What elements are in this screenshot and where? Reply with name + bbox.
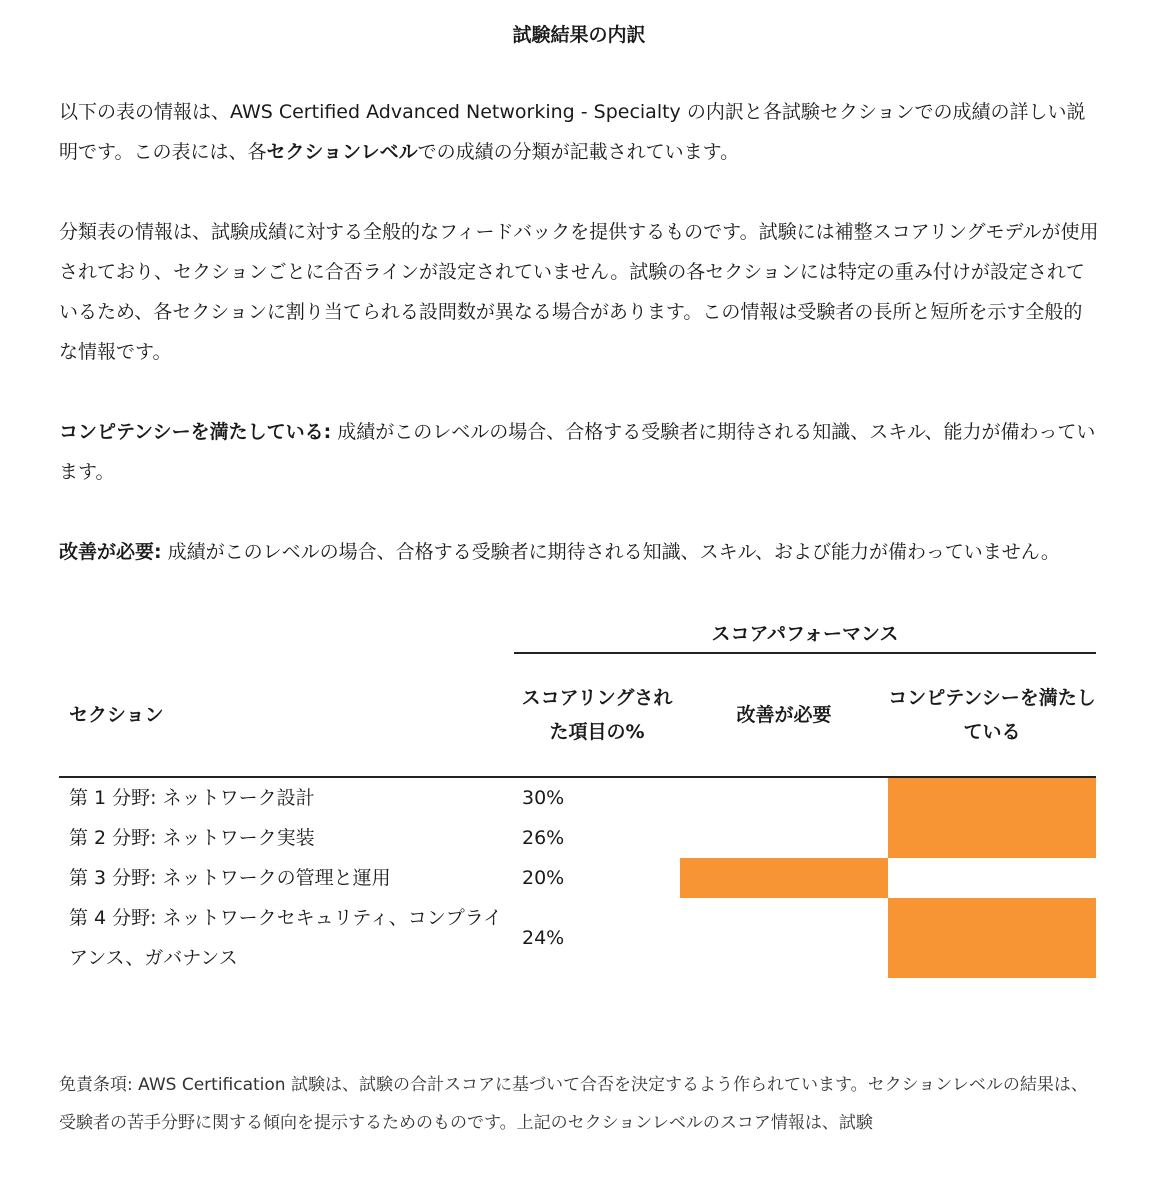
table-row: [59, 818, 1096, 858]
meets-competency-term: コンピテンシーを満たしている:: [59, 421, 332, 443]
intro-paragraph: [59, 92, 1099, 172]
section-name: 第 4 分野: ネットワークセキュリティ、コンプライアンス、ガバナンス: [69, 907, 503, 969]
section-name: 第 1 分野: ネットワーク設計: [69, 787, 315, 809]
meets-competency-definition: [59, 412, 1099, 492]
section-name: 第 3 分野: ネットワークの管理と運用: [69, 867, 391, 889]
score-performance-header: スコアパフォーマンス: [514, 612, 1096, 653]
table-row: [59, 898, 1096, 978]
section-percent: 20%: [522, 867, 565, 889]
meets-competency-column-header: コンピテンシーを満たしている: [888, 653, 1096, 777]
meets-competency-text: 成績がこのレベルの場合、合格する受験者に期待される知識、スキル、能力が備わっています。: [59, 421, 1096, 483]
needs-improvement-indicator: [680, 898, 888, 978]
meets-competency-indicator: [888, 818, 1096, 858]
needs-improvement-definition: [59, 532, 1099, 572]
table-row: [59, 858, 1096, 898]
score-breakdown-table: [59, 612, 1096, 978]
section-percent: 30%: [522, 787, 565, 809]
section-column-header: セクション: [59, 653, 514, 777]
intro-text-pre: 以下の表の情報は、AWS Certified Advanced Networking - Specialty の内訳と各試験セクションでの成績の詳しい説明です。この表には、各: [59, 101, 1086, 163]
disclaimer-text: 免責条項: AWS Certification 試験は、試験の合計スコアに基づいて合否を決定するよう作られています。セクションレベルの結果は、受験者の苦手分野に関する傾向を提示するためのものです。上記のセクションレベルのスコア情報は、試験: [59, 1075, 1088, 1133]
needs-improvement-text: 成績がこのレベルの場合、合格する受験者に期待される知識、スキル、および能力が備わっていません。: [161, 541, 1060, 563]
page-title: 試験結果の内訳: [512, 24, 646, 46]
section-name: 第 2 分野: ネットワーク実装: [69, 827, 315, 849]
table-header-spacer: [59, 612, 514, 653]
intro-text-post: での成績の分類が記載されています。: [417, 141, 740, 163]
needs-improvement-term: 改善が必要:: [59, 541, 162, 563]
classification-paragraph: 分類表の情報は、試験成績に対する全般的なフィードバックを提供するものです。試験には補整スコアリングモデルが使用されており、セクションごとに合否ラインが設定されていません。試験の各セクションには特定の重み付けが設定されているため、各セクションに割り当てられる設問数が異なる場合があります。この情報は受験者の長所と短所を示す全般的な情報です。: [59, 221, 1099, 363]
needs-improvement-indicator: [680, 858, 888, 898]
meets-competency-indicator: [888, 777, 1096, 818]
intro-text-bold: セクションレベル: [266, 141, 418, 163]
needs-improvement-indicator: [680, 777, 888, 818]
section-percent: 26%: [522, 827, 565, 849]
meets-competency-indicator: [888, 898, 1096, 978]
percent-column-header: スコアリングされた項目の%: [514, 653, 680, 777]
needs-improvement-indicator: [680, 818, 888, 858]
needs-improvement-column-header: 改善が必要: [680, 653, 888, 777]
document-body: [59, 0, 1099, 572]
table-row: [59, 777, 1096, 818]
section-percent: 24%: [522, 927, 565, 949]
meets-competency-indicator: [888, 858, 1096, 898]
